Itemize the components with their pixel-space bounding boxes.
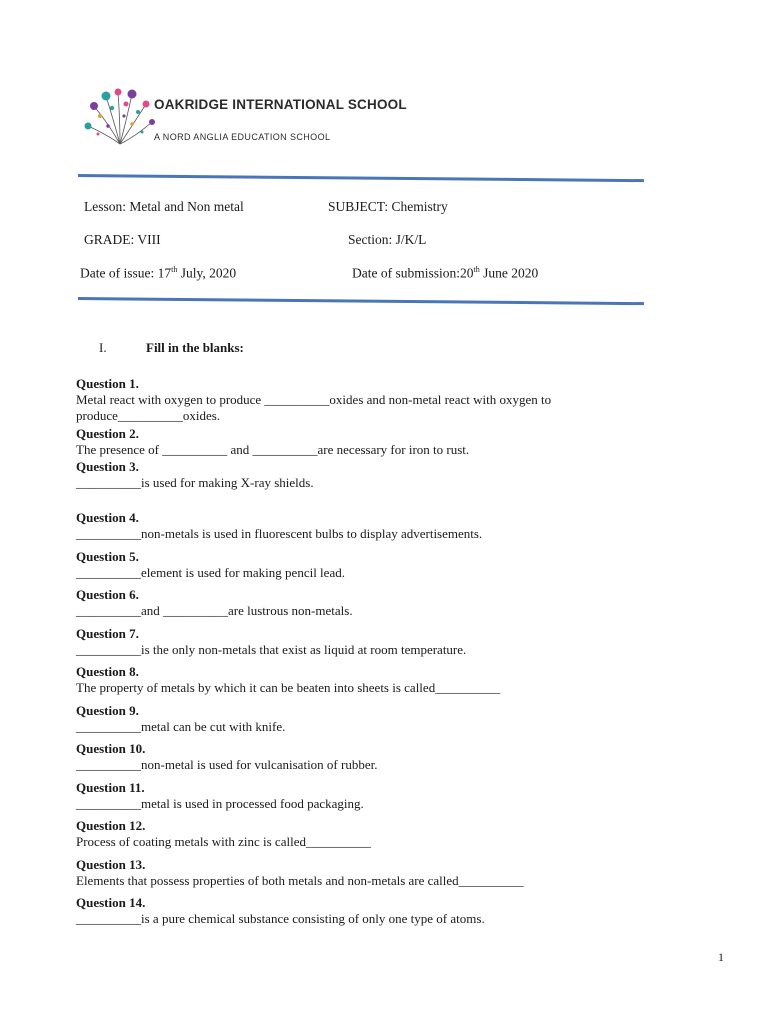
section-title: Fill in the blanks: (146, 340, 244, 355)
question-text: __________and __________are lustrous non-metals. (76, 603, 353, 618)
subject-label: SUBJECT: Chemistry (328, 199, 448, 214)
section-number: I. (99, 340, 107, 355)
question-text: __________non-metals is used in fluorescent bulbs to display advertisements. (76, 526, 483, 541)
submission-date: Date of submission:20th June 2020 (352, 265, 539, 281)
question-9 (76, 703, 686, 735)
question-text: Elements that possess properties of both metals and non-metals are called__________ (76, 873, 524, 888)
question-11 (76, 780, 686, 812)
question-text: Metal react with oxygen to produce __________oxides and non-metal react with oxygen to produce__________oxides. (76, 392, 552, 423)
question-12 (76, 818, 686, 850)
school-subtitle: A NORD ANGLIA EDUCATION SCHOOL (154, 132, 331, 142)
grade-label: GRADE: VIII (84, 232, 161, 247)
section-label: Section: J/K/L (348, 232, 427, 247)
page-number: 1 (718, 950, 724, 964)
question-4 (76, 510, 686, 542)
question-title: Question 5. (76, 549, 139, 564)
question-13 (76, 857, 686, 889)
question-text: __________is used for making X-ray shields. (76, 475, 314, 490)
question-10 (76, 741, 686, 773)
question-title: Question 2. (76, 426, 139, 441)
question-2 (76, 426, 686, 458)
question-title: Question 4. (76, 510, 139, 525)
question-title: Question 10. (76, 741, 146, 756)
question-title: Question 12. (76, 818, 146, 833)
question-text: __________is a pure chemical substance consisting of only one type of atoms. (76, 911, 485, 926)
header-divider-top (78, 174, 644, 182)
question-title: Question 1. (76, 376, 139, 391)
question-6 (76, 587, 686, 619)
question-title: Question 8. (76, 664, 139, 679)
question-title: Question 3. (76, 459, 139, 474)
question-text: __________non-metal is used for vulcanisation of rubber. (76, 757, 378, 772)
question-title: Question 11. (76, 780, 145, 795)
question-7 (76, 626, 686, 658)
question-text: __________metal can be cut with knife. (76, 719, 286, 734)
header-divider-bottom (78, 297, 644, 305)
dotted-dandelion-logo-icon (80, 86, 160, 148)
question-title: Question 7. (76, 626, 139, 641)
question-1 (76, 376, 686, 424)
question-title: Question 14. (76, 895, 146, 910)
question-text: The presence of __________ and __________are necessary for iron to rust. (76, 442, 470, 457)
question-text: __________element is used for making pencil lead. (76, 565, 345, 580)
question-title: Question 6. (76, 587, 139, 602)
question-text: The property of metals by which it can be beaten into sheets is called__________ (76, 680, 501, 695)
question-text: __________is the only non-metals that exist as liquid at room temperature. (76, 642, 467, 657)
question-5 (76, 549, 686, 581)
lesson-label: Lesson: Metal and Non metal (84, 199, 244, 214)
question-14 (76, 895, 686, 927)
question-title: Question 9. (76, 703, 139, 718)
question-3 (76, 459, 686, 491)
school-name: OAKRIDGE INTERNATIONAL SCHOOL (154, 97, 407, 112)
issue-date: Date of issue: 17th July, 2020 (80, 265, 237, 281)
question-text: __________metal is used in processed food packaging. (76, 796, 364, 811)
question-8 (76, 664, 686, 696)
question-title: Question 13. (76, 857, 146, 872)
question-text: Process of coating metals with zinc is called__________ (76, 834, 371, 849)
